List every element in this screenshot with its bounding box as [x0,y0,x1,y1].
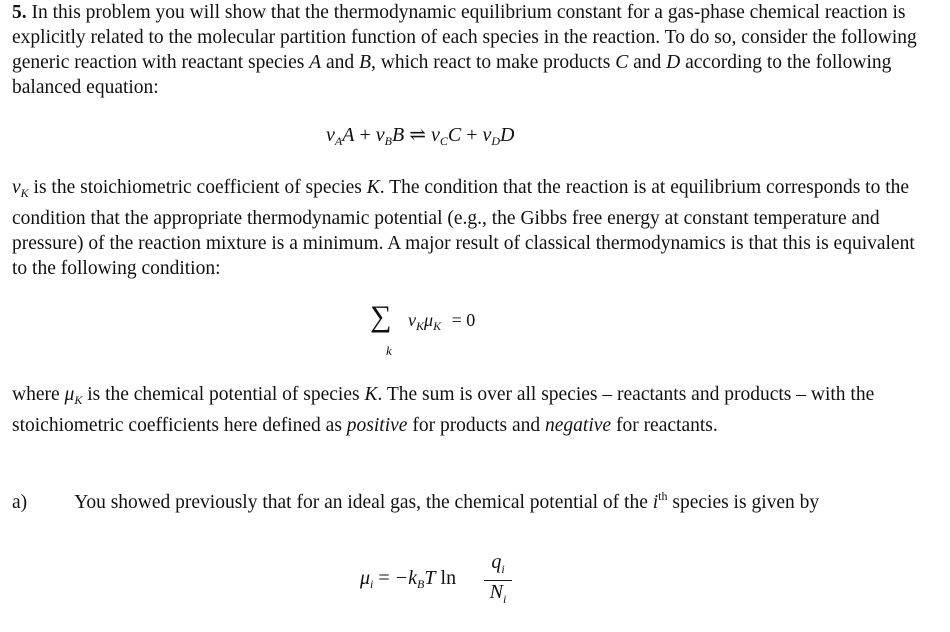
eq3-mu: μ [360,567,371,589]
intro-text-b: , which react to make products [370,52,611,73]
p3-text-a: is the chemical potential of species [87,384,360,405]
eq2-equals: = [451,310,462,330]
p3-negative: negative [545,415,612,436]
p3-positive: positive [346,415,408,436]
p2-text-b: . The condition that the reaction is at equilibrium corresponds to the condition that the appropriate thermodynamic potential (e.g., the Gibbs free energy at constant temperature and pressure) of the reaction mixture is a minimum. A major result of classical thermodynamics is that this is equivalent to the following condition: [12,177,915,279]
eq3-ln: ln [440,567,457,589]
stoichiometry-paragraph [12,175,932,281]
eq1-b: B [391,124,405,146]
p3-text-c: for products and [412,415,541,436]
eq2-mu: μ [424,310,434,330]
intro-text-a: In this problem you will show that the thermodynamic equilibrium constant for a gas-phase chemical reaction is explicitly related to the molecular partition function of each species in the reaction. To do so, consider the following generic reaction with reactant species [12,2,917,73]
eq1-a: A [342,124,355,146]
eq3-fraction [484,552,512,609]
p3-text-b: . The sum is over all species – reactants and products – with the stoichiometric coefficients here defined as [12,384,875,436]
symbol-D: D [666,52,681,73]
eq1-sub-b: B [384,134,392,148]
part-a-th: th [658,489,668,503]
intro-and-2: and [633,52,662,73]
balanced-equation [326,122,515,149]
part-a-i: i [652,492,659,513]
eq1-nu-b: ν [375,124,385,146]
eq1-arrow: ⇌ [409,124,426,146]
sigma-index: k [386,343,392,358]
intro-text-c: according to the following balanced equation: [12,52,892,98]
eq1-sub-d: D [491,134,501,148]
eq1-d: D [500,124,515,146]
part-a-label: a) [12,492,28,513]
part-a-text-b: species is given by [672,492,820,513]
part-a-text-a: You showed previously that for an ideal gas, the chemical potential of the [74,492,648,513]
p3-symbol-k: K [364,384,378,405]
eq2-nu: ν [408,310,416,330]
eq1-nu-c: ν [430,124,440,146]
eq3-n: N [489,581,503,603]
eq1-plus-1: + [359,124,371,146]
p3-sub-k: K [74,393,83,407]
eq2-sub-k1: K [416,319,425,333]
p3-text-d: for reactants. [615,415,718,436]
eq1-plus-2: + [466,124,478,146]
eq3-n-sub: i [503,592,507,606]
eq1-nu-a: ν [326,124,335,146]
symbol-B: B [359,52,371,73]
eq1-c: C [447,124,462,146]
part-a [12,484,932,515]
eq3-t: T [424,567,436,589]
eq3-q-sub: i [501,562,505,576]
sigma-symbol: ∑ [370,300,392,333]
sum-body [408,310,475,334]
eq2-sub-k2: K [433,319,442,333]
p3-where: where [12,384,60,405]
p2-sub-k: K [20,186,29,200]
eq1-sub-a: A [334,134,343,148]
p2-symbol-k: K [366,177,380,198]
symbol-C: C [615,52,629,73]
eq1-nu-d: ν [482,124,492,146]
eq3-numerator [484,552,512,579]
eq3-minus-k: −k [394,567,418,589]
chemical-potential-paragraph [12,382,932,438]
eq2-zero: 0 [466,310,476,330]
p2-nu: ν [12,177,21,198]
p3-mu: μ [64,384,75,405]
eq1-sub-c: C [439,134,448,148]
p2-text-a: is the stoichiometric coefficient of species [33,177,362,198]
problem-number: 5. [12,2,27,23]
eq3-denominator [484,582,512,609]
intro-and-1: and [326,52,355,73]
eq3-lhs [360,567,456,592]
eq3-sub-b: B [417,577,425,591]
symbol-A: A [309,52,322,73]
eq3-equals: = [378,567,390,589]
eq3-q: q [491,551,502,573]
problem-intro [12,0,932,100]
eq3-sub-i: i [370,577,374,591]
